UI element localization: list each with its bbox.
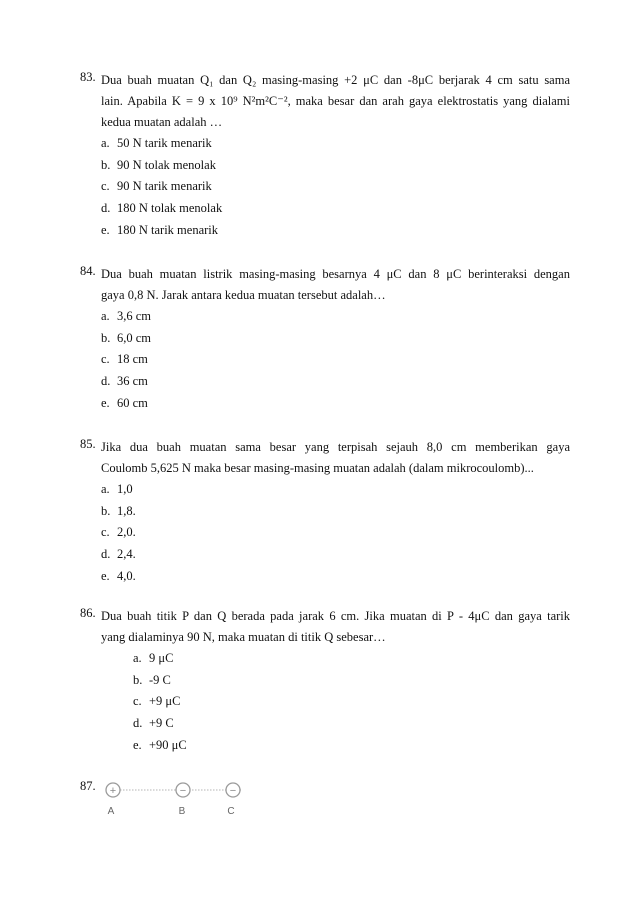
question-text (101, 264, 570, 306)
option-text: 180 N tolak menolak (117, 201, 223, 216)
option-letter: a. (133, 651, 142, 665)
option-c (101, 349, 570, 371)
option-text: 4,0. (117, 568, 136, 583)
charge-label: A (107, 806, 115, 817)
option-a (133, 648, 570, 670)
option-e (101, 393, 570, 415)
option-text: 60 cm (117, 395, 148, 410)
option-list (101, 133, 570, 241)
option-b (133, 670, 570, 692)
question-line: lain. Apabila K = 9 x 10⁹ N²m²C⁻², maka besar dan arah gaya elektrostatis yang dialami (101, 94, 570, 108)
charge-label: C (227, 806, 235, 817)
option-text: 50 N tarik menarik (117, 136, 212, 150)
option-letter: b. (101, 330, 111, 345)
option-letter: d. (101, 374, 111, 389)
question-line: Coulomb 5,625 N maka besar masing-masing muatan adalah (dalam mikrocoulomb)... (101, 461, 534, 475)
option-d (133, 713, 570, 735)
charge-b (176, 783, 190, 817)
charge-a (106, 783, 120, 817)
question-number: 86. (80, 606, 96, 620)
option-e (133, 735, 570, 757)
option-b (101, 155, 570, 177)
question-line: Dua buah titik P dan Q berada pada jarak 6 cm. Jika muatan di P - 4μC dan gaya tarik (101, 609, 570, 623)
option-letter: e. (101, 568, 110, 583)
option-text: 90 N tolak menolak (117, 157, 216, 172)
option-b (101, 501, 570, 523)
option-text: +9 μC (149, 694, 181, 709)
charge-sign: + (109, 785, 117, 797)
option-text: 9 μC (149, 651, 174, 665)
option-c (101, 176, 570, 198)
option-letter: c. (133, 694, 142, 709)
question-line: Dua buah muatan Q₁ dan Q₂ masing-masing +2 μC dan -8μC berjarak 4 cm satu sama (101, 73, 570, 87)
option-text: 1,8. (117, 503, 136, 518)
question-number: 84. (80, 264, 96, 278)
option-letter: e. (133, 737, 142, 752)
charge-sign: − (179, 785, 187, 797)
question-number: 85. (80, 437, 96, 451)
option-list (101, 306, 570, 414)
option-a (101, 479, 570, 501)
option-e (101, 566, 570, 588)
question-86 (80, 606, 570, 756)
question-text (101, 70, 570, 133)
charge-sign: − (229, 785, 237, 797)
option-letter: a. (101, 136, 110, 150)
option-text: 18 cm (117, 352, 148, 367)
option-text: 1,0 (117, 482, 133, 496)
option-letter: c. (101, 352, 110, 367)
option-letter: a. (101, 482, 110, 496)
option-e (101, 220, 570, 242)
option-letter: e. (101, 222, 110, 237)
question-number: 83. (80, 70, 96, 84)
option-letter: c. (101, 525, 110, 540)
question-line: kedua muatan adalah … (101, 115, 223, 129)
option-text: 3,6 cm (117, 309, 152, 323)
option-letter: e. (101, 395, 110, 410)
question-85 (80, 437, 570, 587)
option-d (101, 371, 570, 393)
question-text (101, 606, 570, 648)
option-letter: c. (101, 179, 110, 194)
question-text (101, 437, 570, 479)
charges-diagram (101, 778, 251, 818)
option-text: 2,0. (117, 525, 136, 540)
option-letter: b. (133, 672, 143, 687)
option-list (101, 479, 570, 587)
option-text: 90 N tarik menarik (117, 179, 212, 194)
charge-c (226, 783, 240, 817)
option-b (101, 328, 570, 350)
option-text: 2,4. (117, 547, 136, 562)
question-line: Jika dua buah muatan sama besar yang terpisah sejauh 8,0 cm memberikan gaya (101, 440, 570, 454)
option-text: 36 cm (117, 374, 148, 389)
option-list (133, 648, 570, 756)
option-text: +9 C (149, 716, 174, 731)
question-line: Dua buah muatan listrik masing-masing besarnya 4 μC dan 8 μC berinteraksi dengan (101, 267, 570, 281)
option-c (133, 691, 570, 713)
option-text: -9 C (149, 672, 171, 687)
option-a (101, 133, 570, 155)
question-line: gaya 0,8 N. Jarak antara kedua muatan tersebut adalah… (101, 288, 386, 302)
option-letter: b. (101, 157, 111, 172)
question-line: yang dialaminya 90 N, maka muatan di titik Q sebesar… (101, 630, 386, 644)
question-83 (80, 70, 570, 241)
option-a (101, 306, 570, 328)
option-letter: d. (133, 716, 143, 731)
option-text: 6,0 cm (117, 330, 152, 345)
option-c (101, 522, 570, 544)
option-text: +90 μC (149, 737, 187, 752)
option-letter: d. (101, 547, 111, 562)
option-letter: d. (101, 201, 111, 216)
charge-label: B (178, 806, 186, 817)
option-text: 180 N tarik menarik (117, 222, 219, 237)
option-letter: b. (101, 503, 111, 518)
question-84 (80, 264, 570, 414)
option-d (101, 198, 570, 220)
option-d (101, 544, 570, 566)
option-letter: a. (101, 309, 110, 323)
question-number: 87. (80, 779, 96, 793)
